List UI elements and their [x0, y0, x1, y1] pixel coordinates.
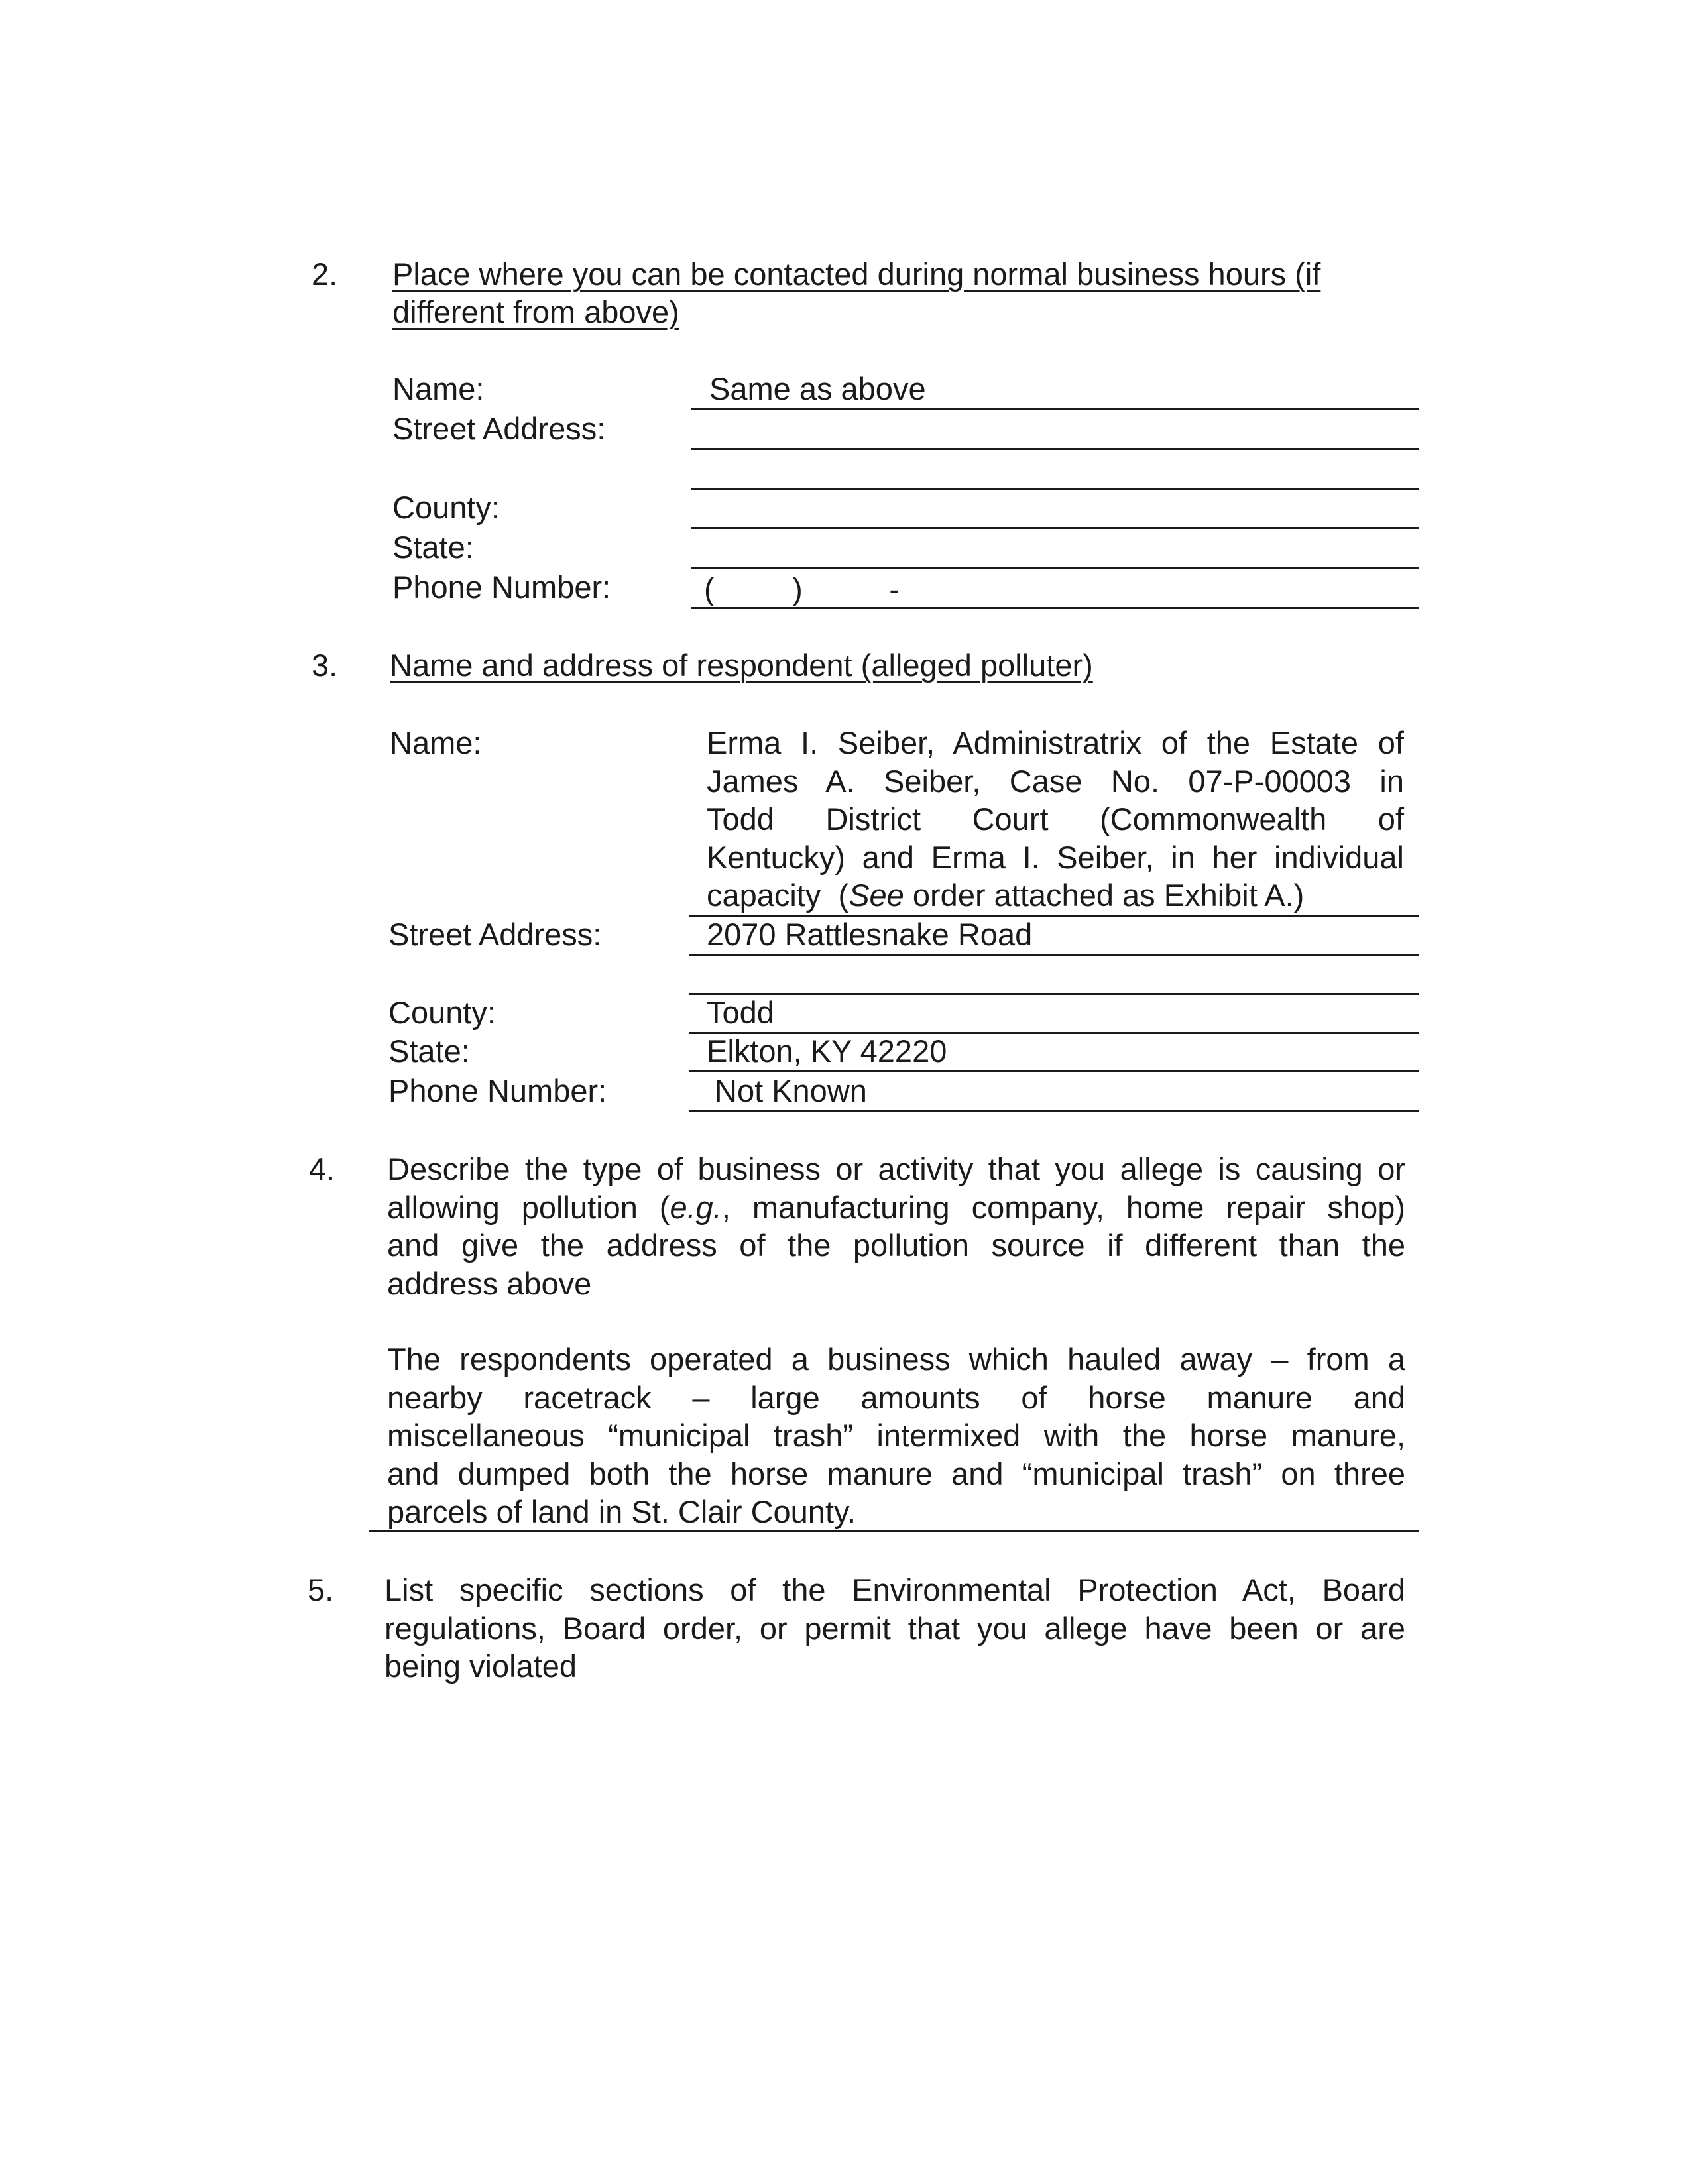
section-5-question-line: regulations, Board order, or permit that you allege have been or are [384, 1610, 1405, 1646]
respondent-name-value [707, 724, 1404, 915]
respondent-street-line-1 [689, 954, 1419, 956]
section-3-number: 3. [312, 648, 338, 683]
section-4-q2-italic: e.g. [670, 1189, 722, 1225]
contact-name-line [691, 408, 1419, 410]
contact-street-line-2 [691, 488, 1419, 490]
section-5-question-line: List specific sections of the Environmental Protection Act, Board [384, 1572, 1405, 1607]
contact-state-line [691, 567, 1419, 569]
contact-phone-value: ( ) - [704, 571, 900, 606]
section-4-question-line: and give the address of the pollution source if different than the [387, 1228, 1405, 1263]
respondent-county-label: County: [388, 995, 496, 1030]
respondent-name-last-pre: capacity ( [707, 878, 849, 913]
section-4-q2-pre: allowing pollution ( [387, 1189, 670, 1225]
respondent-phone-label: Phone Number: [388, 1073, 607, 1108]
section-2-heading-line2: different from above) [392, 294, 679, 329]
section-4-answer [387, 1340, 1405, 1531]
respondent-name-line: Kentucky) and Erma I. Seiber, in her individual [707, 839, 1404, 875]
contact-name-label: Name: [392, 371, 485, 406]
respondent-county-value: Todd [707, 995, 774, 1030]
respondent-phone-value: Not Known [715, 1073, 867, 1108]
section-4-number: 4. [309, 1151, 335, 1186]
section-4-question-line: Describe the type of business or activity that you allege is causing or [387, 1151, 1405, 1186]
contact-county-label: County: [392, 490, 500, 525]
section-4-question-line [387, 1188, 1405, 1227]
section-4-answer-line: parcels of land in St. Clair County. [387, 1494, 856, 1529]
section-4-answer-line: and dumped both the horse manure and “municipal trash” on three [387, 1456, 1405, 1491]
section-4-answer-line: The respondents operated a business which hauled away – from a [387, 1342, 1405, 1377]
section-4-q2-post: , manufacturing company, home repair shop) [721, 1189, 1406, 1225]
contact-county-line [691, 527, 1419, 529]
respondent-name-last-italic: See [848, 878, 904, 913]
contact-phone-label: Phone Number: [392, 569, 611, 604]
section-4-answer-line: nearby racetrack – large amounts of horse manure and [387, 1379, 1405, 1415]
section-2-number: 2. [312, 257, 338, 292]
respondent-state-value: Elkton, KY 42220 [707, 1033, 947, 1068]
respondent-street-value: 2070 Rattlesnake Road [707, 917, 1033, 952]
respondent-name-line: James A. Seiber, Case No. 07-P-00003 in [707, 763, 1404, 799]
contact-state-label: State: [392, 530, 474, 565]
respondent-state-label: State: [388, 1033, 470, 1068]
respondent-name-label: Name: [390, 725, 482, 760]
respondent-name-line: Todd District Court (Commonwealth of [707, 801, 1404, 836]
contact-phone-line [691, 607, 1419, 609]
respondent-phone-line [689, 1110, 1419, 1112]
section-4-question [387, 1150, 1405, 1302]
section-5-question-line: being violated [384, 1648, 577, 1684]
respondent-name-line-last [707, 876, 1404, 915]
respondent-name-last-post: order attached as Exhibit A.) [904, 878, 1305, 913]
respondent-street-line-2 [689, 993, 1419, 995]
section-4-answer-rule [369, 1530, 1419, 1532]
contact-name-value: Same as above [709, 371, 926, 406]
section-4-answer-line: miscellaneous “municipal trash” intermixed with the horse manure, [387, 1418, 1405, 1453]
section-5-question [384, 1571, 1405, 1686]
respondent-street-label: Street Address: [388, 917, 602, 952]
section-2-heading-line1: Place where you can be contacted during normal business hours (if [392, 257, 1321, 292]
respondent-name-line: Erma I. Seiber, Administratrix of the Estate of [707, 725, 1404, 760]
section-4-question-line: address above [387, 1265, 592, 1301]
contact-street-line-1 [691, 448, 1419, 450]
section-3-heading: Name and address of respondent (alleged polluter) [390, 648, 1093, 683]
section-5-number: 5. [308, 1572, 334, 1607]
contact-street-label: Street Address: [392, 411, 606, 446]
